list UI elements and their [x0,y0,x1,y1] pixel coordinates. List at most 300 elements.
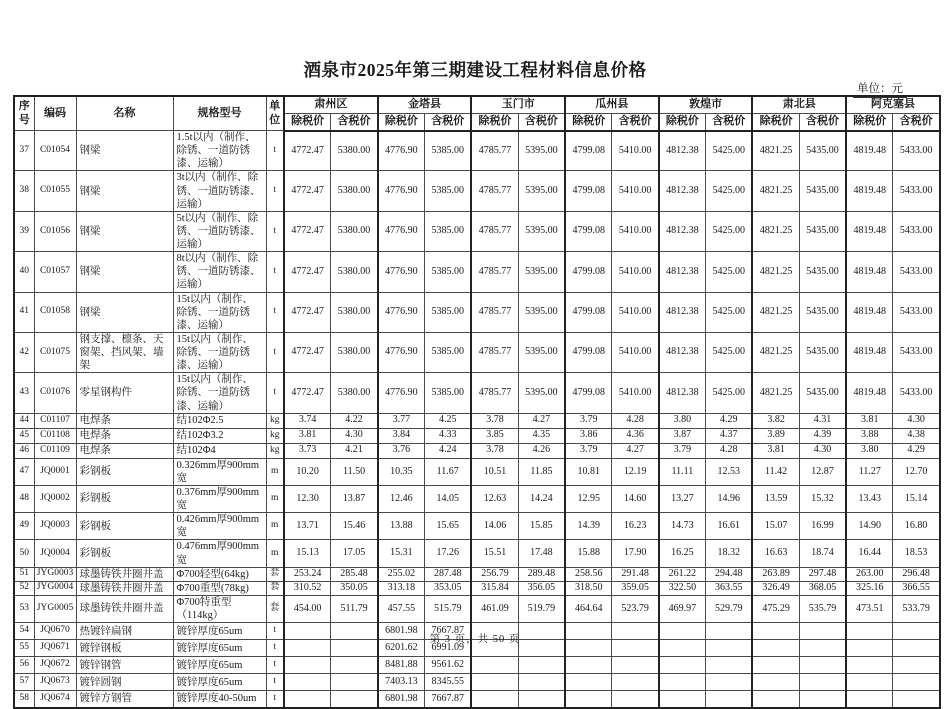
row-number-cell: 37 [14,131,34,171]
price-cell: 5425.00 [706,252,753,292]
price-cell: 14.24 [518,485,565,512]
unit-cell: t [266,131,284,171]
price-cell: 533.79 [893,595,940,622]
code-cell: C01075 [34,332,76,372]
spec-cell: 0.326mm厚900mm宽 [173,458,266,485]
table-row [14,485,940,512]
price-cell: 5433.00 [893,252,940,292]
row-number-cell: 49 [14,513,34,540]
price-cell: 519.79 [518,595,565,622]
price-cell: 3.81 [846,413,893,428]
price-cell: 11.67 [425,458,472,485]
price-cell: 318.50 [565,581,612,595]
price-cell [706,674,753,691]
price-cell: 14.96 [706,485,753,512]
price-cell: 4.27 [612,443,659,458]
price-cell: 15.13 [284,540,331,567]
price-cell: 5425.00 [706,211,753,251]
code-cell: C01055 [34,171,76,211]
price-cell: 4772.47 [284,373,331,413]
table-row [14,131,940,171]
spec-cell: 3t以内（制作、除锈、一道防锈漆、运输） [173,171,266,211]
price-cell: 4772.47 [284,292,331,332]
price-cell [331,691,378,708]
code-cell: JQ0673 [34,674,76,691]
row-number-cell: 39 [14,211,34,251]
price-cell: 287.48 [425,567,472,581]
price-cell: 4821.25 [752,211,799,251]
price-cell: 14.73 [659,513,706,540]
price-cell: 13.59 [752,485,799,512]
price-cell: 4772.47 [284,171,331,211]
price-cell [752,657,799,674]
code-cell: JQ0671 [34,640,76,657]
price-cell: 11.42 [752,458,799,485]
price-cell: 5385.00 [425,373,472,413]
price-cell: 4772.47 [284,131,331,171]
price-cell: 4776.90 [378,373,425,413]
price-cell [612,657,659,674]
name-cell: 球墨铸铁井圈井盖 [76,567,173,581]
price-cell: 256.79 [471,567,518,581]
price-cell: 3.80 [659,413,706,428]
price-cell: 13.27 [659,485,706,512]
price-cell: 11.11 [659,458,706,485]
price-cell: 3.89 [752,428,799,443]
price-cell: 4821.25 [752,171,799,211]
price-cell: 5385.00 [425,252,472,292]
table-row [14,413,940,428]
price-cell: 457.55 [378,595,425,622]
row-number-cell: 41 [14,292,34,332]
price-cell: 4785.77 [471,171,518,211]
row-number-cell: 56 [14,657,34,674]
column-header-price: 除税价 [284,113,331,130]
price-cell: 313.18 [378,581,425,595]
price-cell: 4772.47 [284,332,331,372]
name-cell: 电焊条 [76,428,173,443]
price-cell: 473.51 [846,595,893,622]
price-cell: 4.21 [331,443,378,458]
price-cell: 5385.00 [425,332,472,372]
row-number-cell: 40 [14,252,34,292]
price-cell: 17.90 [612,540,659,567]
price-cell [659,657,706,674]
price-cell: 535.79 [799,595,846,622]
code-cell: C01109 [34,443,76,458]
spec-cell: 0.426mm厚900mm宽 [173,513,266,540]
price-cell: 5435.00 [799,171,846,211]
price-cell: 4776.90 [378,292,425,332]
name-cell: 球墨铸铁井圈井盖 [76,595,173,622]
price-cell: 4812.38 [659,292,706,332]
price-cell: 5435.00 [799,211,846,251]
column-header-fixed: 编码 [34,96,76,131]
price-cell: 4799.08 [565,131,612,171]
unit-cell: t [266,211,284,251]
price-cell: 326.49 [752,581,799,595]
code-cell: C01108 [34,428,76,443]
spec-cell: 0.376mm厚900mm宽 [173,485,266,512]
price-cell: 3.85 [471,428,518,443]
price-cell: 15.46 [331,513,378,540]
price-cell: 13.87 [331,485,378,512]
price-cell: 18.53 [893,540,940,567]
price-cell [331,657,378,674]
spec-cell: 0.476mm厚900mm宽 [173,540,266,567]
price-cell: 11.85 [518,458,565,485]
price-cell: 289.48 [518,567,565,581]
price-cell: 5435.00 [799,373,846,413]
price-cell: 7667.87 [425,691,472,708]
price-cell: 315.84 [471,581,518,595]
spec-cell: 结102Φ4 [173,443,266,458]
price-cell: 16.44 [846,540,893,567]
name-cell: 热镀锌扁钢 [76,623,173,640]
price-cell: 9561.62 [425,657,472,674]
price-cell: 16.80 [893,513,940,540]
price-cell: 8345.55 [425,674,472,691]
price-cell [706,691,753,708]
price-cell: 16.99 [799,513,846,540]
price-cell [518,657,565,674]
price-cell: 363.55 [706,581,753,595]
price-cell: 4785.77 [471,292,518,332]
price-cell: 14.06 [471,513,518,540]
price-cell: 263.89 [752,567,799,581]
table-row [14,332,940,372]
price-cell: 4.26 [518,443,565,458]
name-cell: 镀锌钢管 [76,657,173,674]
price-cell: 3.86 [565,428,612,443]
price-cell [846,691,893,708]
price-cell: 322.50 [659,581,706,595]
code-cell: C01056 [34,211,76,251]
column-header-region: 敦煌市 [659,96,753,113]
price-cell: 6801.98 [378,691,425,708]
price-cell [565,674,612,691]
unit-cell: m [266,458,284,485]
price-cell [518,691,565,708]
price-cell: 4776.90 [378,332,425,372]
code-cell: JYG0005 [34,595,76,622]
column-header-price: 除税价 [659,113,706,130]
spec-cell: 8t以内（制作、除锈、一道防锈漆、运输） [173,252,266,292]
name-cell: 钢支撑、檩条、天窗架、挡风架、墙架 [76,332,173,372]
row-number-cell: 54 [14,623,34,640]
spec-cell: 15t以内（制作、除锈、一道防锈漆、运输） [173,292,266,332]
unit-cell: t [266,657,284,674]
table-row [14,443,940,458]
price-cell [846,674,893,691]
price-cell: 5380.00 [331,211,378,251]
code-cell: C01058 [34,292,76,332]
price-cell [518,674,565,691]
price-cell: 3.78 [471,443,518,458]
row-number-cell: 55 [14,640,34,657]
price-cell: 5410.00 [612,292,659,332]
price-cell: 5425.00 [706,292,753,332]
code-cell: C01107 [34,413,76,428]
price-cell: 10.51 [471,458,518,485]
price-cell: 3.79 [565,443,612,458]
price-cell: 3.87 [659,428,706,443]
price-cell: 5433.00 [893,171,940,211]
price-cell: 12.95 [565,485,612,512]
price-cell: 297.48 [799,567,846,581]
price-cell [799,657,846,674]
price-cell: 3.84 [378,428,425,443]
code-cell: JQ0672 [34,657,76,674]
column-header-region: 肃州区 [284,96,378,113]
price-cell: 5410.00 [612,211,659,251]
price-cell: 4819.48 [846,252,893,292]
price-cell: 5395.00 [518,131,565,171]
price-cell [284,691,331,708]
price-cell: 5435.00 [799,252,846,292]
price-cell: 4799.08 [565,252,612,292]
price-cell: 529.79 [706,595,753,622]
name-cell: 钢梁 [76,211,173,251]
price-cell: 5380.00 [331,171,378,211]
price-cell: 4821.25 [752,373,799,413]
price-cell: 5395.00 [518,171,565,211]
row-number-cell: 52 [14,581,34,595]
price-cell: 5425.00 [706,131,753,171]
price-cell: 10.81 [565,458,612,485]
unit-cell: kg [266,443,284,458]
table-row [14,252,940,292]
price-cell [659,691,706,708]
price-cell: 5395.00 [518,211,565,251]
name-cell: 电焊条 [76,413,173,428]
price-cell: 4.24 [425,443,472,458]
price-cell: 5433.00 [893,131,940,171]
price-cell: 4812.38 [659,373,706,413]
price-cell: 8481.88 [378,657,425,674]
table-row [14,428,940,443]
name-cell: 钢梁 [76,292,173,332]
row-number-cell: 45 [14,428,34,443]
price-cell: 4.33 [425,428,472,443]
price-cell: 3.82 [752,413,799,428]
price-cell: 353.05 [425,581,472,595]
row-number-cell: 46 [14,443,34,458]
name-cell: 钢梁 [76,252,173,292]
price-cell: 10.20 [284,458,331,485]
price-cell: 4776.90 [378,252,425,292]
price-cell: 5410.00 [612,373,659,413]
price-cell: 4.30 [799,443,846,458]
unit-label: 单位：元 [853,80,907,98]
price-cell [706,657,753,674]
price-cell: 4.29 [706,413,753,428]
price-cell: 17.05 [331,540,378,567]
price-cell: 13.88 [378,513,425,540]
price-cell [471,657,518,674]
price-cell: 6801.98 [378,623,425,640]
price-cell: 11.27 [846,458,893,485]
name-cell: 彩钢板 [76,485,173,512]
column-header-price: 除税价 [471,113,518,130]
price-cell: 3.76 [378,443,425,458]
unit-cell: kg [266,428,284,443]
price-cell: 4785.77 [471,332,518,372]
price-cell: 5380.00 [331,373,378,413]
price-cell: 15.31 [378,540,425,567]
price-cell: 5410.00 [612,252,659,292]
price-cell: 16.23 [612,513,659,540]
table-body [14,131,940,708]
table-row [14,458,940,485]
name-cell: 彩钢板 [76,540,173,567]
price-cell [471,674,518,691]
name-cell: 彩钢板 [76,513,173,540]
price-cell: 461.09 [471,595,518,622]
price-cell: 4776.90 [378,171,425,211]
price-cell: 4799.08 [565,171,612,211]
price-cell: 15.32 [799,485,846,512]
unit-cell: m [266,485,284,512]
unit-cell: m [266,513,284,540]
price-cell: 3.80 [846,443,893,458]
row-number-cell: 43 [14,373,34,413]
price-cell: 356.05 [518,581,565,595]
column-header-price: 除税价 [846,113,893,130]
price-cell: 14.90 [846,513,893,540]
price-cell: 4799.08 [565,332,612,372]
price-cell: 515.79 [425,595,472,622]
price-cell: 4785.77 [471,211,518,251]
price-cell: 5425.00 [706,171,753,211]
row-number-cell: 44 [14,413,34,428]
row-number-cell: 50 [14,540,34,567]
code-cell: JYG0004 [34,581,76,595]
price-table [13,95,941,709]
code-cell: JYG0003 [34,567,76,581]
price-cell: 4785.77 [471,131,518,171]
price-cell: 4819.48 [846,211,893,251]
price-cell: 6991.09 [425,640,472,657]
unit-cell: m [266,540,284,567]
spec-cell: Φ700轻型(64kg) [173,567,266,581]
price-cell: 366.55 [893,581,940,595]
price-cell: 12.19 [612,458,659,485]
price-cell: 5380.00 [331,252,378,292]
price-cell: 5410.00 [612,332,659,372]
price-cell: 454.00 [284,595,331,622]
price-cell: 5385.00 [425,171,472,211]
price-cell: 12.87 [799,458,846,485]
price-cell: 7403.13 [378,674,425,691]
price-cell: 4.30 [893,413,940,428]
price-cell: 14.39 [565,513,612,540]
unit-cell: t [266,691,284,708]
price-cell: 4772.47 [284,252,331,292]
price-cell: 4.37 [706,428,753,443]
spec-cell: 15t以内（制作、除锈、一道防锈漆、运输） [173,373,266,413]
code-cell: C01054 [34,131,76,171]
price-cell: 5385.00 [425,292,472,332]
row-number-cell: 57 [14,674,34,691]
column-header-region: 阿克塞县 [846,96,940,113]
column-header-region: 金塔县 [378,96,472,113]
price-cell: 4.28 [706,443,753,458]
price-cell: 5435.00 [799,332,846,372]
price-cell: 4.39 [799,428,846,443]
price-cell: 294.48 [706,567,753,581]
price-cell: 14.60 [612,485,659,512]
price-cell [284,657,331,674]
price-cell: 469.97 [659,595,706,622]
table-row [14,171,940,211]
table-row [14,373,940,413]
price-cell: 464.64 [565,595,612,622]
unit-cell: t [266,171,284,211]
price-cell [893,657,940,674]
price-cell: 17.48 [518,540,565,567]
price-cell: 15.88 [565,540,612,567]
price-cell: 11.50 [331,458,378,485]
price-cell: 15.65 [425,513,472,540]
price-cell: 4.36 [612,428,659,443]
price-cell: 5395.00 [518,332,565,372]
spec-cell: 镀锌厚度65um [173,657,266,674]
column-header-price: 含税价 [893,113,940,130]
price-cell: 4812.38 [659,252,706,292]
spec-cell: 镀锌厚度65um [173,623,266,640]
unit-cell: 套 [266,581,284,595]
price-cell: 5433.00 [893,373,940,413]
price-cell: 4.35 [518,428,565,443]
row-number-cell: 48 [14,485,34,512]
price-cell: 4785.77 [471,252,518,292]
price-cell [471,691,518,708]
price-cell: 4819.48 [846,373,893,413]
column-header-price: 除税价 [565,113,612,130]
unit-cell: t [266,623,284,640]
spec-cell: 1.5t以内（制作、除锈、一道防锈漆、运输） [173,131,266,171]
page-title: 酒泉市2025年第三期建设工程材料信息价格 [303,60,647,80]
unit-cell: t [266,292,284,332]
table-row [14,513,940,540]
spec-cell: 结102Φ3.2 [173,428,266,443]
price-cell: 4799.08 [565,373,612,413]
price-cell: 4776.90 [378,131,425,171]
price-cell: 4799.08 [565,211,612,251]
price-cell: 4.30 [331,428,378,443]
price-cell: 5385.00 [425,131,472,171]
price-cell: 4.25 [425,413,472,428]
price-cell: 296.48 [893,567,940,581]
price-cell: 310.52 [284,581,331,595]
price-cell: 4821.25 [752,332,799,372]
row-number-cell: 38 [14,171,34,211]
price-cell: 511.79 [331,595,378,622]
price-cell: 5395.00 [518,292,565,332]
price-cell: 15.85 [518,513,565,540]
price-cell: 3.81 [284,428,331,443]
price-cell: 14.05 [425,485,472,512]
code-cell: JQ0674 [34,691,76,708]
price-cell: 4821.25 [752,131,799,171]
spec-cell: 镀锌厚度65um [173,674,266,691]
table-row [14,657,940,674]
column-header-fixed: 规格型号 [173,96,266,131]
row-number-cell: 51 [14,567,34,581]
price-cell: 16.61 [706,513,753,540]
column-header-region: 瓜州县 [565,96,659,113]
